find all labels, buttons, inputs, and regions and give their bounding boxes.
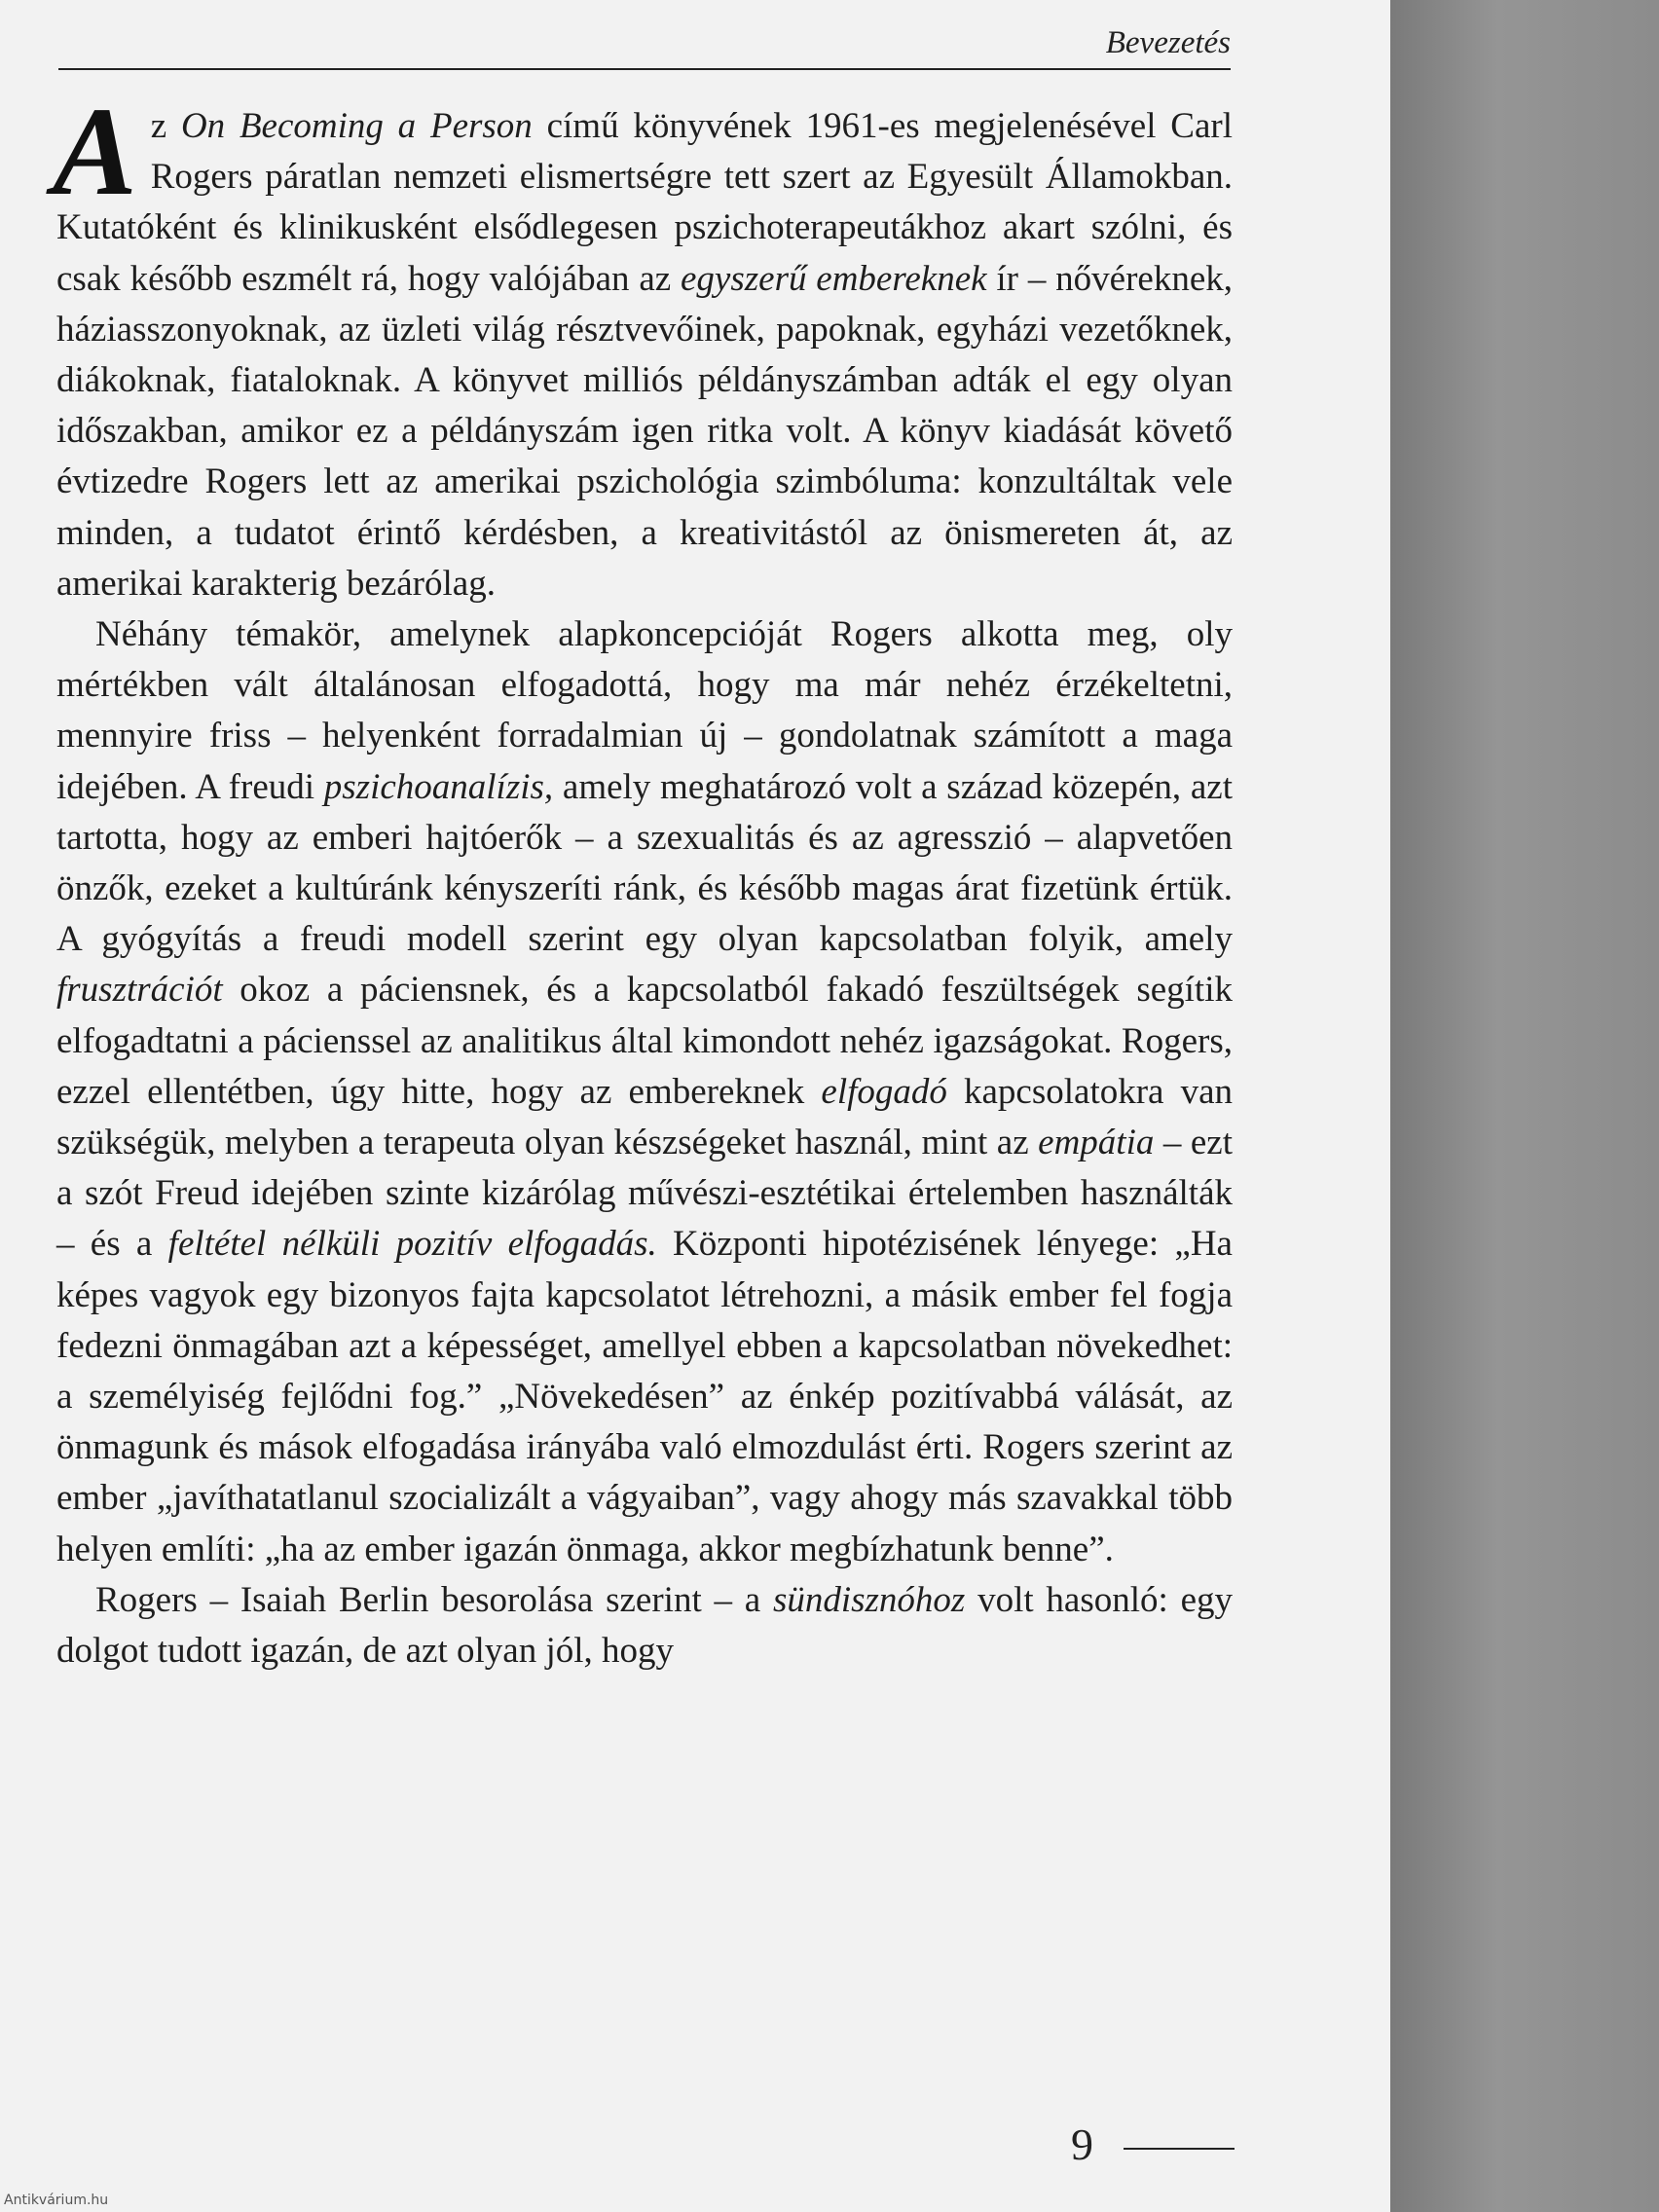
watermark: Antikvárium.hu [4,2193,109,2208]
p1-seg-3: egyszerű embereknek [681,258,987,299]
p2-seg-4: okoz a páciensnek, és a kapcsolatból fakadó feszültségek segítik elfogadtatni a pácienssel az analitikus által kimondott nehéz igazságokat. Rogers, ezzel ellentétben, úgy hitte, hogy az embereknek [56,970,1233,1112]
p2-seg-8: – ezt a szót Freud idejében szinte kizárólag művészi-esztétikai értelemben használták – és a [56,1123,1234,1265]
p3-seg-1: sündisznóhoz [772,1579,966,1620]
paragraph-3 [56,1575,1233,1677]
p1-seg-1: On Becoming a Person [180,106,533,146]
p2-seg-7: empátia [1038,1123,1155,1163]
p2-seg-9: feltétel nélküli pozitív elfogadás. [167,1224,657,1265]
p2-seg-0: Néhány témakör, amelynek alapkoncepcióját Rogers alkotta meg, oly mértékben vált általánosan elfogadottá, hogy ma már nehéz érzékeltetni, mennyire friss – helyenként forradalmian új – gondolatnak számított a maga idejében. A freudi [56,614,1233,807]
adjacent-page-edge [1390,0,1659,2212]
p3-seg-0: Rogers – Isaiah Berlin besorolása szerint – a [95,1579,773,1620]
header-rule [58,68,1231,70]
p2-seg-5: elfogadó [821,1071,947,1112]
body-text [53,82,1234,1677]
drop-cap: A [53,82,137,222]
p3-seg-2: volt hasonló: egy dolgot tudott igazán, de azt olyan jól, hogy [56,1579,1233,1672]
paragraph-2 [56,609,1233,1575]
p2-seg-1: pszichoanalízis, [323,766,554,807]
running-title: Bevezetés [1105,25,1231,60]
p1-seg-0: z [150,106,181,146]
p2-seg-2: amely meghatározó volt a század közepén, azt tartotta, hogy az emberi hajtóerők – a szexualitás és az agresszió – alapvetően önzők, ezeket a kultúránk kényszeríti ránk, és később magas árat fizetünk értük. A gyógyítás a freudi modell szerint egy olyan kapcsolatban folyik, amely [56,766,1234,960]
p1-seg-4: ír – nővéreknek, háziasszonyoknak, az üzleti világ résztvevőinek, papoknak, egyházi vezetőknek, diákoknak, fiataloknak. A könyvet milliós példányszámban adták el egy olyan időszakban, amikor ez a példányszám igen ritka volt. A könyv kiadását követő évtizedre Rogers lett az amerikai pszichológia szimbóluma: konzultáltak vele minden, a tudatot érintő kérdésben, a kreativitástól az önismereten át, az amerikai karakterig bezárólag. [56,258,1233,604]
p2-seg-3: frusztrációt [56,970,223,1011]
p2-seg-10: Központi hipotézisének lényege: „Ha képes vagyok egy bizonyos fajta kapcsolatot létrehozni, a másik ember fel fogja fedezni önmagában azt a képességet, amellyel ebben a kapcsolatban növekedhet: a személyiség fejlődni fog.” „Növekedésen” az énkép pozitívabbá válását, az önmagunk és mások elfogadása irányába való elmozdulást érti. Rogers szerint az ember „javíthatatlanul szocializált a vágyaiban”, vagy ahogy más szavakkal több helyen említi: „ha az ember igazán önmaga, akkor megbízhatunk benne”. [56,1224,1233,1569]
paragraph-1 [53,82,1233,609]
page-number: 9 [1071,2120,1093,2169]
footer-rule [1124,2148,1235,2150]
p2-seg-6: kapcsolatokra van szükségük, melyben a terapeuta olyan készségeket használ, mint az [56,1071,1233,1163]
p1-seg-2: című könyvének 1961-es megjelenésével Carl Rogers páratlan nemzeti elismertségre tett szert az Egyesült Államokban. Kutatóként és klinikusként elsődlegesen pszichoterapeutákhoz akart szólni, és csak később eszmélt rá, hogy valójában az [56,106,1233,299]
